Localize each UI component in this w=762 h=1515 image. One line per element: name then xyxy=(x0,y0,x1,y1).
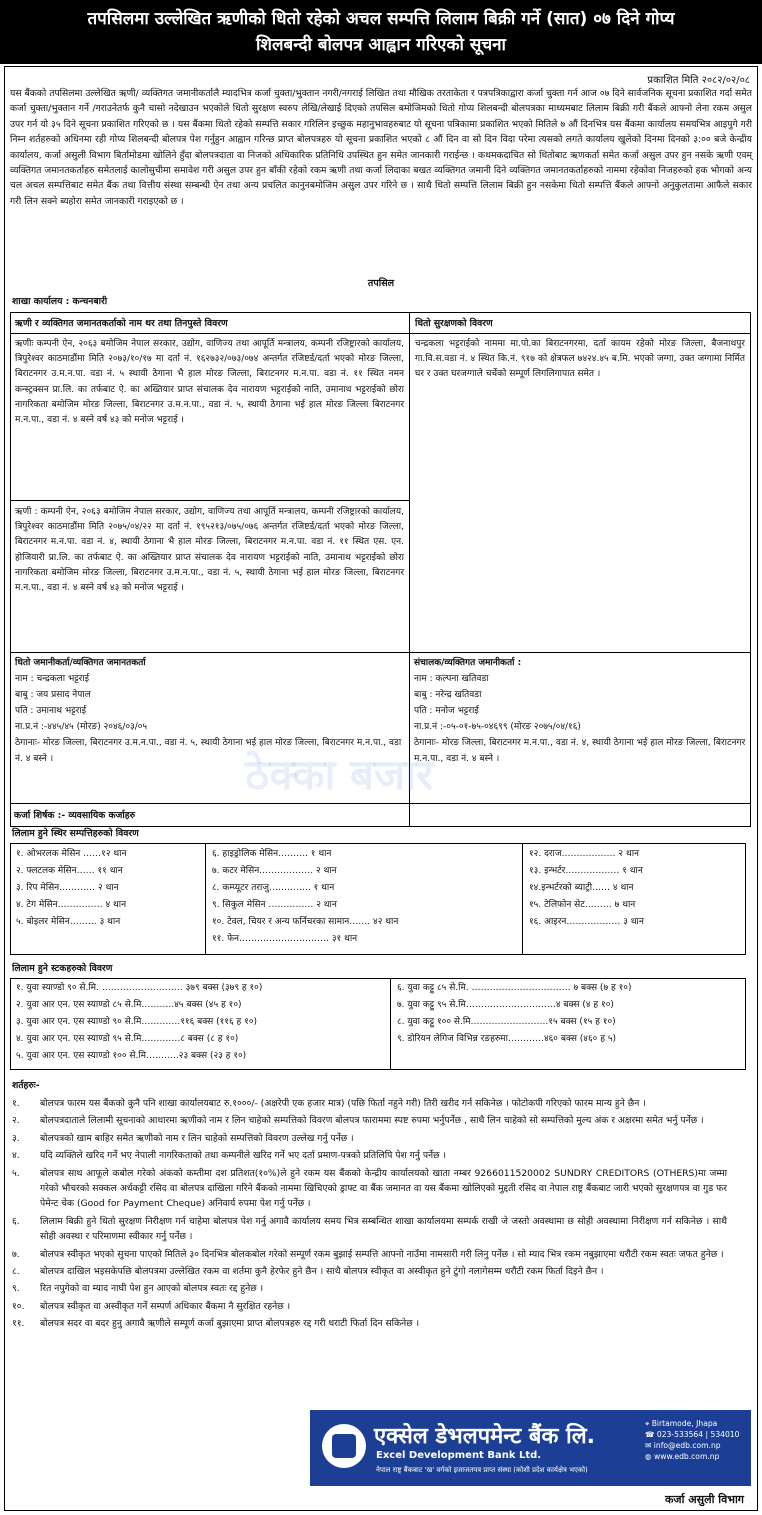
term-item: ५. बोलपत्र साथ आफूले कबोल गरेको अंकको कम्तीमा दश प्रतिशत(१०%)ले हुने रकम यस बैंकको केन्द्रीय कार्यालयको खाता नम्बर 9266011520002 SUNDRY CREDITORS (OTHERS)मा जम्मा गरेको भौचरको सक्कल अर्धकट्टी रसिद वा बोलपत्र दाखिला गरिने बैंकको नाममा खिचिएको ड्राफ्ट वा बैंक जमानत वा यस बैंकमा खोलिएको मुद्दती रसिद वा नेपाल राष्ट्र बैंकबाट जारी भएको सुरक्षणपत्र वा गुड फर पेमेन्ट चेक (Good for Payment Cheque) अनिवार्य रुपमा पेश गर्नु पर्नेछ । xyxy=(12,1167,727,1210)
bank-name-en: Excel Development Bank Ltd. xyxy=(376,1450,542,1461)
bank-logo-banner xyxy=(310,1410,751,1486)
list-item: ३. रिप मेसिन………… २ थान xyxy=(16,883,119,893)
bank-website: ◍ www.edb.com.np xyxy=(645,1452,720,1461)
term-item: १०. बोलपत्र स्वीकृत वा अस्वीकृत गर्ने सम्पर्ण अधिकार बैंकमा नै सुरक्षित रहनेछ । xyxy=(12,1300,291,1312)
bank-name-np: एक्सेल डेभलपमेन्ट बैंक लि. xyxy=(374,1424,596,1449)
list-item: १५. टेलिफोन सेट……… ७ थान xyxy=(529,900,636,910)
fixed-assets-col-3 xyxy=(529,846,644,931)
list-item: ५. युवा आर एन. एस स्याण्डो १०० से.मि………..२३ बक्स (२३ ह १०) xyxy=(16,1051,247,1061)
list-item: ९. सिकुल मेसिन …………… २ थान xyxy=(212,900,337,910)
loan-recovery-department: कर्जा असुली विभाग xyxy=(664,1493,744,1506)
list-item: ११. फेन………………………… ३१ थान xyxy=(212,934,358,944)
branch-label: शाखा कार्यालय : कन्चनबारी xyxy=(12,296,108,307)
terms-heading: शर्तहरुः- xyxy=(12,1080,40,1091)
borrower-2-details: ऋणी : कम्पनी ऐन, २०६३ बमोजिम नेपाल सरकार, उद्योग, वाणिज्य तथा आपूर्ति मन्त्रालय, कम्पनी रजिष्ट्रारको कार्यालय, त्रिपुरेश्वर काठमाडौंमा मिति २०७५/०४/२२ मा दर्ता नं. १९५२१३/०७५/०७६ अन्तर्गत रजिष्टर्ड/दर्ता भएको मोरङ जिल्ला, बिराटनगर म.न.पा. वडा नं. ४, स्थायी ठेगाना भै हाल मोरङ जिल्ला, बिराटनगर म.न.पा. वडा नं. ११ स्थित एस. एन. होजियारी प्रा.लि. का तर्फबाट ऐ. का अख्तियार प्राप्त संचालक देव नारायण भट्टराईको नाति, उमानाथ भट्टराईको छोरा नागरिकता बमोजिम मोरङ जिल्ला, बिराटनगर उ.म.न.पा., वडा नं. ५, स्थायी ठेगाना भई हाल मोरङ जिल्ला, बिराटनगर म.न.पा., वडा नं. ४ बस्ने वर्ष ४३ को मनोज भट्टराई । xyxy=(15,507,404,594)
list-item: २. युवा आर एन. एस स्याण्डो ८५ से.मि………..४५ बक्स (४५ ह १०) xyxy=(16,1000,242,1010)
fixed-assets-col-1 xyxy=(16,846,126,931)
email-icon: ✉ xyxy=(645,1441,654,1450)
director-guarantor-block xyxy=(414,655,748,767)
phone-icon: ☎ xyxy=(645,1430,657,1439)
guarantor-line: बाबु : जय प्रसाद नेपाल xyxy=(15,690,91,700)
guarantor-line: पति : उमानाथ भट्टराई xyxy=(15,706,87,716)
term-item: ९. रित नपुगेको वा म्याद नाघी पेश हुन आएको बोलपत्र स्वतः रद्द हुनेछ । xyxy=(12,1283,264,1295)
list-item: ६. युवा कट्टु ८५ से.मि. …………………………… ७ बक्स (७ ह १०) xyxy=(397,983,632,993)
list-item: ७. युवा कट्टु ९५ से.मि…………………………४ बक्स (४ ह १०) xyxy=(397,1000,614,1010)
bank-phone: ☎ 023-533564 | 534010 xyxy=(645,1430,740,1439)
published-date: प्रकाशित मिति २०८२/०२/०८ xyxy=(647,75,750,86)
term-item: ३. बोलपत्रको खाम बाहिर समेत ऋणीको नाम र लिन चाहेको सम्पत्तिको विवरण उल्लेख गर्नु पर्नेछ । xyxy=(12,1132,354,1144)
table-divider xyxy=(390,978,391,1070)
guarantor-line: नाम : कल्पना खतिवडा xyxy=(414,674,489,684)
terms-list xyxy=(12,1096,727,1334)
list-item: १४.इन्भर्टरको ब्याट्री…… ४ थान xyxy=(529,883,634,893)
guarantor-line: ठेगानाः- मोरङ जिल्ला, बिराटनगर उ.म.न.पा., वडा नं. ५, स्थायी ठेगाना भई हाल मोरङ जिल्ला, बिराटनगर म.न.पा., वडा नं. ४ बस्ने । xyxy=(15,738,402,764)
location-icon: ⌖ xyxy=(645,1419,652,1428)
stock-heading: लिलाम हुने स्टकहरुको विवरण xyxy=(12,963,113,974)
stock-col-1 xyxy=(16,980,262,1065)
list-item: २. फ्लटलक मेसिन…… ११ थान xyxy=(16,866,123,876)
director-guarantor-header: संचालक/व्यक्तिगत जमानीकर्ता : xyxy=(414,658,522,668)
list-item: ५. बोइलर मेसिन……… ३ थान xyxy=(16,917,121,927)
guarantor-line: ठेगानाः- मोरङ जिल्ला, बिराटनगर म.न.पा., वडा नं. ४, स्थायी ठेगाना भई हाल मोरङ जिल्ला, बिराटनगर म.न.पा., वडा नं. ४ बस्ने । xyxy=(414,738,746,764)
list-item: १. ओभरलक मेसिन ……१२ थान xyxy=(16,849,127,859)
table-divider xyxy=(10,652,751,653)
bank-address: ⌖ Birtamode, Jhapa xyxy=(645,1419,718,1428)
list-item: ६. हाइड्रोलिक मेसिन………. १ थान xyxy=(212,849,332,859)
bank-license-note: नेपाल राष्ट्र बैंकबाट 'ख' वर्गको इजाजतपत्र प्राप्त संस्था (कोशी प्रदेश कार्यक्षेत्र भएको) xyxy=(376,1466,588,1474)
guarantor-line: बाबु : नरेन्द्र खतिवडा xyxy=(414,690,482,700)
list-item: १०. टेवल, चियर र अन्य फर्निचरका सामान……. ४२ थान xyxy=(212,917,399,927)
fixed-assets-heading: लिलाम हुने स्थिर सम्पत्तिहरुको विवरण xyxy=(12,828,139,839)
term-item: ६. लिलाम बिक्री हुने धितो सुरक्षण निरीक्षण गर्न चाहेमा बोलपत्र पेश गर्नु अगावै कार्यालय समय भित्र सम्बन्धित शाखा कार्यालयमा सम्पर्क राखी जे जस्तो अवस्थामा छ सोही अवस्थामा निरीक्षण गर्न सकिनेछ । साथै सोही अवस्था र परिमाणमा स्वीकार गर्नु पर्नेछ । xyxy=(12,1215,727,1243)
table-divider xyxy=(10,803,751,804)
list-item: ९. डोरियन लेगिज विभिन्न रङहरुमा…………४६० बक्स (४६० ह ५) xyxy=(397,1034,617,1044)
list-item: ४. युवा आर एन. एस स्याण्डो ९५ से.मि………….८ बक्स (८ ह १०) xyxy=(16,1034,239,1044)
bank-contact xyxy=(645,1418,739,1462)
list-item: १३. इन्भर्टर……………… १ थान xyxy=(529,866,643,876)
collateral-column-header: धितो सुरक्षणको विवरण xyxy=(415,318,493,329)
borrower-column-header: ऋणी र व्यक्तिगत जमानतकर्ताको नाम थर तथा तिनपुस्ते विवरण xyxy=(15,318,228,329)
term-item: १. बोलपत्र फारम यस बैंकको कुनै पनि शाखा कार्यालयबाट रु.१०००/- (अक्षरेपी एक हजार मात्र) (पछि फिर्ता नहुने गरी) तिरी खरीद गर्न सकिनेछ । फोटोकपी गरिएको फारम मान्य हुने छैन । xyxy=(12,1098,646,1109)
guarantor-line: ना.प्र.नं :-४४५/४५ (मोरङ) २०४६/०३/०५ xyxy=(15,722,148,732)
bank-email: ✉ info@edb.com.np xyxy=(645,1441,721,1450)
term-item: ११. बोलपत्र सदर वा बदर हुनु अगावै ऋणीले सम्पूर्ण कर्जा बुझाएमा प्राप्त बोलपत्रहरु रद्द गरी धराटी फिर्ता दिन सकिनेछ । xyxy=(12,1318,420,1330)
list-item: ८. युवा कट्टु १०० से.मि……………………..१५ बक्स (१५ ह १०) xyxy=(397,1017,616,1027)
guarantor-line: ना.प्र.नं :-०५-०१-७५-०४६९९ (मोरङ २०७५/०४/१६) xyxy=(414,722,581,732)
table-divider xyxy=(522,843,523,955)
list-item: ३. युवा आर एन. एस स्याण्डो ९० से.मि………….११६ बक्स (११६ ह १०) xyxy=(16,1017,258,1027)
title-line-2: शिलबन्दी बोलपत्र आह्वान गरिएको सूचना xyxy=(256,35,506,55)
borrower-1-details: ऋणीः कम्पनी ऐन, २०६३ बमोजिम नेपाल सरकार, उद्योग, वाणिज्य तथा आपूर्ति मन्त्रालय, कम्पनी रजिष्ट्रारको कार्यालय, त्रिपुरेश्वर काठमाडौंमा मिति २०७३/१०/१७ मा दर्ता नं. १६२७३२/०७३/०७४ अन्तर्गत रजिष्टर्ड/दर्ता भएको मोरङ जिल्ला, बिराटनगर उ.म.न.पा. वडा नं. ५ स्थायी ठेगाना भै हाल मोरङ जिल्ला, बिराटनगर म.न.पा. वडा नं. ११ स्थित नमन कन्स्ट्रक्सन प्रा.लि. का तर्फबाट ऐ. का अख्तियार प्राप्त संचालक देव नारायण भट्टराईको नाति, उमानाथ भट्टराईको छोरा नागरिकता बमोजिम मोरङ जिल्ला, बिराटनगर उ.म.न.पा., वडा नं. ५, स्थायी ठेगाना भई हाल मोरङ जिल्ला बिराटनगर म.न.पा., वडा नं. ४ बस्ने वर्ष ४३ को मनोज भट्टराई । xyxy=(15,339,404,426)
watermark: ठेक्का बजार xyxy=(245,750,434,799)
mortgage-guarantor-header: धितो जमानीकर्ता/व्यक्तिगत जमानतकर्ता xyxy=(15,658,146,668)
globe-icon: ◍ xyxy=(645,1452,655,1461)
loan-heading: कर्जा शिर्षक :- व्यवसायिक कर्जाहरु xyxy=(14,810,136,821)
bank-logo-icon xyxy=(322,1424,366,1468)
intro-paragraph: यस बैंकको तपसिलमा उल्लेखित ऋणी/ व्यक्तिगत जमानीकर्तालै म्यादभित्र कर्जा चुक्ता/भुक्तान नगरी/नगराई लिखित तथा मौखिक तरताकेता र पत्रपत्रिकाद्वारा कर्जा चुक्ता गर्न आज ०७ दिने सार्वजनिक सूचना प्रकाशित गर्दा समेत कर्जा चुक्ता/भुक्तान गर्ने /गराउनेतर्फ कुनै चासो नदेखाउन भएकोले धितो सुरक्षण स्वरुप लेखि/लेखाई दिएको तपसिल बमोजिमको धितो गोप्य शिलबन्दी बोलपत्रका माध्यमबाट लिलाम बिक्री गरी बैंकले आफ्नो लेना रकम असुल उपर गर्न यो ३५ दिने सूचना प्रकाशित गरिएको छ । यस बैंकमा धितो रहेको सम्पत्ति सकार गरिलिन इच्छुक महानुभावहरुबाट यो सूचना पत्रिकामा प्रकाशित भएको मितिले ७ औं दिनभित्र यस बैंकमा कार्यालय समयभित्र आइपुगे गरी निम्न शर्तहरुको अधिनमा रही गोप्य शिलबन्दी बोलपत्र पेश गर्नुहुन आह्वान गरिन्छ प्राप्त बोलपत्रहरु यो सूचना प्रकाशित भएको ८ औं दिन वा सो दिन विदा परेमा त्यसको लगते कार्यालय खुलेको दिनमा दिनको ३:०० बजे केन्द्रीय कार्यालय, कर्जा असुली विभाग बिर्तामोडमा खोलिने हुँदा बोलपत्रदाता वा निजको अधिकारिक प्रतिनिधि उपस्थित हुन समेत जानकारी गराईन्छ । कथमकदाचित सो धितोबाट ऋणकर्ता समेत कर्जा असुल उपर हुन नसके ऋणी एवम् व्यक्तिगत जमानतकर्ताहरु समेतलाई कालोसुचीमा समावेश गरी असुल उपर हुन बाँकी रहेको रकम ऋणी तथा कर्जा लिदाका बखत व्यक्तिगत जमानी दिने व्यक्तिगत जमानतकर्ताहरुको नाममा रहेकोवा निजहरुको हक भोगको अन्य चल अचल सम्पत्तिबाट समेत बैंक तथा वित्तीय संस्था सम्बन्धी ऐन तथा अन्य प्रचलित कानुनबमोजिम असुल उपर गरिने छ । साथै धितो सम्पत्ति लिलाम बिक्री हुन नसकेमा धितो सम्पत्ति बैंकले आफ्नो अनुकुलतामा आफैले सकार गरी लिन सक्ने ब्यहोरा समेत जानकारी गराइएको छ । xyxy=(10,88,752,207)
guarantor-line: नाम : चन्द्रकला भट्टराई xyxy=(15,674,90,684)
stock-col-2 xyxy=(397,980,632,1048)
list-item: १. युवा स्याण्डो ९० से.मि. ……………………… ३७९ बक्स (३७९ ह १०) xyxy=(16,983,263,993)
fixed-assets-col-2 xyxy=(212,846,398,948)
notice-title-banner xyxy=(0,0,762,64)
tapsil-heading: तपसिल xyxy=(367,278,395,289)
table-divider xyxy=(205,843,206,955)
term-item: ८. बोलपत्र दाखिल भइसकेपछि बोलपत्रमा उल्लेखित रकम वा शर्तमा कुनै हेरफेर हुने छैन । साथै बोलपत्र स्वीकृत वा अस्वीकृत हुने टुंगो नलागेसम्म धरौटी रकम फिर्ता दिइने छैन । xyxy=(12,1266,604,1278)
term-item: ४. यदि व्यक्तिले खरिद गर्ने भए नेपाली नागरिकताको तथा कम्पनीले खरिद गर्ने भए दर्ता प्रमाण-पत्रको प्रतिलिपि पेश गर्नु पर्नेछ । xyxy=(12,1150,446,1162)
term-item: २. बोलपत्रदाताले लिलामी सूचनाको आधारमा ऋणीको नाम र लिन चाहेको सम्पत्तिको विवरण बोलपत्र फाराममा स्पष्ट रुपमा भर्नुपर्नेछ , साथै लिन चाहेको सो सम्पत्तिको मुल्य अंक र अक्षरमा समेत भर्नु पर्नेछ । xyxy=(12,1115,704,1127)
term-item: ७. बोलपत्र स्वीकृत भएको सुचना पाएको मितिले ३० दिनभित्र बोलकबोल गरेको सम्पूर्ण रकम बुझाई सम्पत्ति आफ्नो नाउँमा नामसारी गरी लिनु पर्नेछ । सो म्याद भित्र रकम नबुझाएमा धरौटी रकम स्वतः जफत हुनेछ । xyxy=(12,1248,724,1260)
list-item: ४. टेग मेसिन…………… ४ थान xyxy=(16,900,127,910)
table-divider xyxy=(10,500,410,501)
list-item: १२. दराज……………… २ थान xyxy=(529,849,640,859)
list-item: ८. कम्प्यूटर तराजु………….. १ थान xyxy=(212,883,335,893)
collateral-details: चन्द्रकला भट्टराईको नाममा मा.पो.का बिराटनगरमा, दर्ता कायम रहेको मोरङ जिल्ला, बैजनाथपुर गा.वि.स.वडा नं. ४ स्थित कि.नं. ९१७ को क्षेत्रफल ७४२४.४५ ब.मि. भएको जग्गा, उक्त जग्गामा निर्मित घर र उक्त घरजग्गाले चर्चेको सम्पूर्ण लिगलिगापात समेत । xyxy=(415,339,745,380)
guarantor-line: पति : मनोज भट्टराई xyxy=(414,706,479,716)
title-line-1: तपसिलमा उल्लेखित ऋणीको धितो रहेको अचल सम्पत्ति लिलाम बिक्री गर्ने (सात) ०७ दिने गोप्य xyxy=(87,9,675,29)
list-item: ७. कटर मेसिन……………… २ थान xyxy=(212,866,337,876)
list-item: १६. आइरन……………… ३ थान xyxy=(529,917,644,927)
